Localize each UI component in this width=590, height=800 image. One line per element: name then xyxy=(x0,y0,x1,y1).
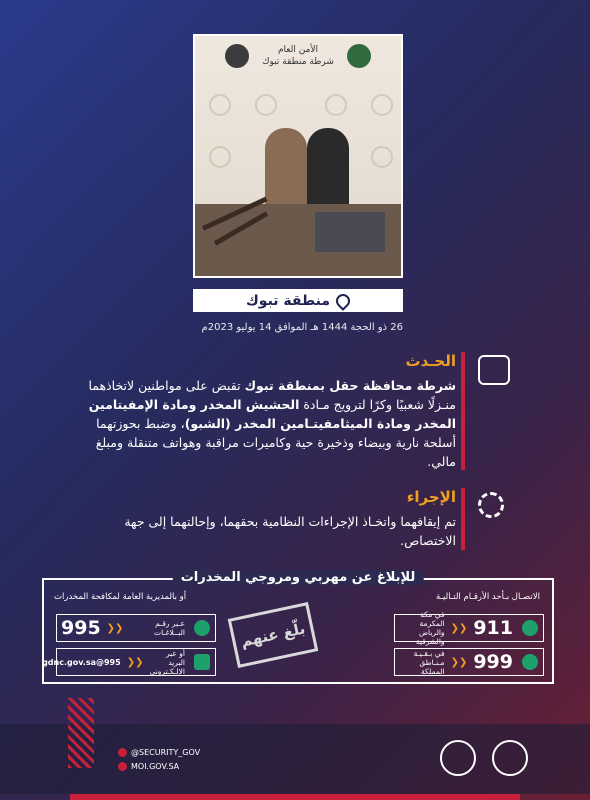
arrest-photo xyxy=(193,34,403,278)
moi-footer-logo xyxy=(492,740,528,776)
backdrop-seal xyxy=(325,94,347,116)
chevron-icon: ❮❮ xyxy=(450,622,468,634)
phone-icon xyxy=(522,620,538,636)
email-report[interactable] xyxy=(42,648,216,676)
report-left-title: أو بالمديرية العامة لمكافحة المخدرات xyxy=(54,592,187,602)
gears-icon xyxy=(478,492,504,518)
action-text: تم إيقافهما واتخـاذ الإجراءات النظامية بحقهما، وإحالتهما إلى جهة الاختصاص. xyxy=(124,514,456,548)
twitter-icon xyxy=(118,748,127,757)
incident-divider xyxy=(461,352,465,470)
backdrop-seal xyxy=(371,94,393,116)
incident-text-2: تقبض على مواطنين لاتخاذهما منـزلًا شعبيًا وكرًا لترويج مـادة xyxy=(88,378,456,412)
public-security-footer-logo xyxy=(440,740,476,776)
incident-title: الحـدث xyxy=(405,352,456,370)
website-link[interactable] xyxy=(118,762,179,771)
action-divider xyxy=(461,488,465,550)
hotline-number: 995 xyxy=(61,617,101,639)
report-right-title: الاتصـال بـأحد الأرقـام التـاليـة xyxy=(436,592,540,602)
location-text: منطقة تبوك xyxy=(245,292,331,309)
incident-text xyxy=(66,376,456,471)
action-title: الإجراء xyxy=(406,488,456,506)
report-title: للإبلاغ عن مهربي ومروجي المخدرات xyxy=(173,570,424,585)
seized-phones xyxy=(315,212,385,252)
chevron-icon: ❮❮ xyxy=(450,656,468,668)
email-icon xyxy=(194,654,210,670)
location-pin-icon xyxy=(333,291,353,311)
phone-icon xyxy=(522,654,538,670)
backdrop-seal xyxy=(209,146,231,168)
incident-text-highlight1: شرطة محافظة حقل بمنطقة تبوك xyxy=(244,378,456,393)
hotline-caption: في بـقـيـة مـنـاطق المملكة xyxy=(413,648,445,676)
photo-header xyxy=(195,44,401,68)
incident-text-4: ، وضبط بحوزتهما أسلحة نارية وبيضاء وذخيرة حية وكاميرات مراقبة وهواتف متنقلة ومبلغ مالي. xyxy=(95,416,456,469)
hotline-911[interactable] xyxy=(394,610,544,646)
website-text: MOI.GOV.SA xyxy=(131,762,180,771)
location-label xyxy=(193,289,403,312)
photo-header-line1: الأمن العام xyxy=(277,45,319,55)
email-address: 995@gdnc.gov.sa xyxy=(42,657,121,667)
backdrop-seal xyxy=(371,146,393,168)
action-section xyxy=(407,488,456,506)
hotline-995[interactable] xyxy=(56,614,216,642)
incident-body xyxy=(66,376,456,471)
hotline-999[interactable] xyxy=(394,648,544,676)
chevron-icon: ❮❮ xyxy=(106,622,124,634)
date-line: 26 ذو الحجة 1444 هـ الموافق 14 يوليو 2023م xyxy=(201,322,403,333)
report-them-stamp: بلّغ عنهم xyxy=(228,602,319,668)
photo-header-line2: شرطة منطقة تبوك xyxy=(262,57,334,67)
hotline-number: 999 xyxy=(473,651,513,673)
calendar-icon xyxy=(478,355,510,385)
incident-text-highlight2: الحشيش المخدر ومادة الإمفيتامين المخدر ومادة الميثامفيتـامين المخدر (الشبو) xyxy=(88,397,456,431)
hotline-number: 911 xyxy=(473,617,513,639)
twitter-handle[interactable] xyxy=(118,748,200,757)
email-caption: أو عبر البريد الإلـكـتروني xyxy=(149,648,185,676)
backdrop-seal xyxy=(255,94,277,116)
backdrop-seal xyxy=(209,94,231,116)
twitter-text: @SECURITY_GOV xyxy=(131,748,201,757)
incident-section xyxy=(406,352,456,370)
phone-icon xyxy=(194,620,210,636)
chevron-icon: ❮❮ xyxy=(126,656,144,668)
decorative-hatch xyxy=(68,698,94,768)
globe-icon xyxy=(118,762,127,771)
action-body xyxy=(66,512,456,550)
bottom-accent-bar xyxy=(70,794,520,800)
hotline-caption: في مكة المكرمة والرياض والشرقية xyxy=(415,610,445,646)
hotline-caption: عـبر رقـم البــلاغـات xyxy=(154,619,185,637)
